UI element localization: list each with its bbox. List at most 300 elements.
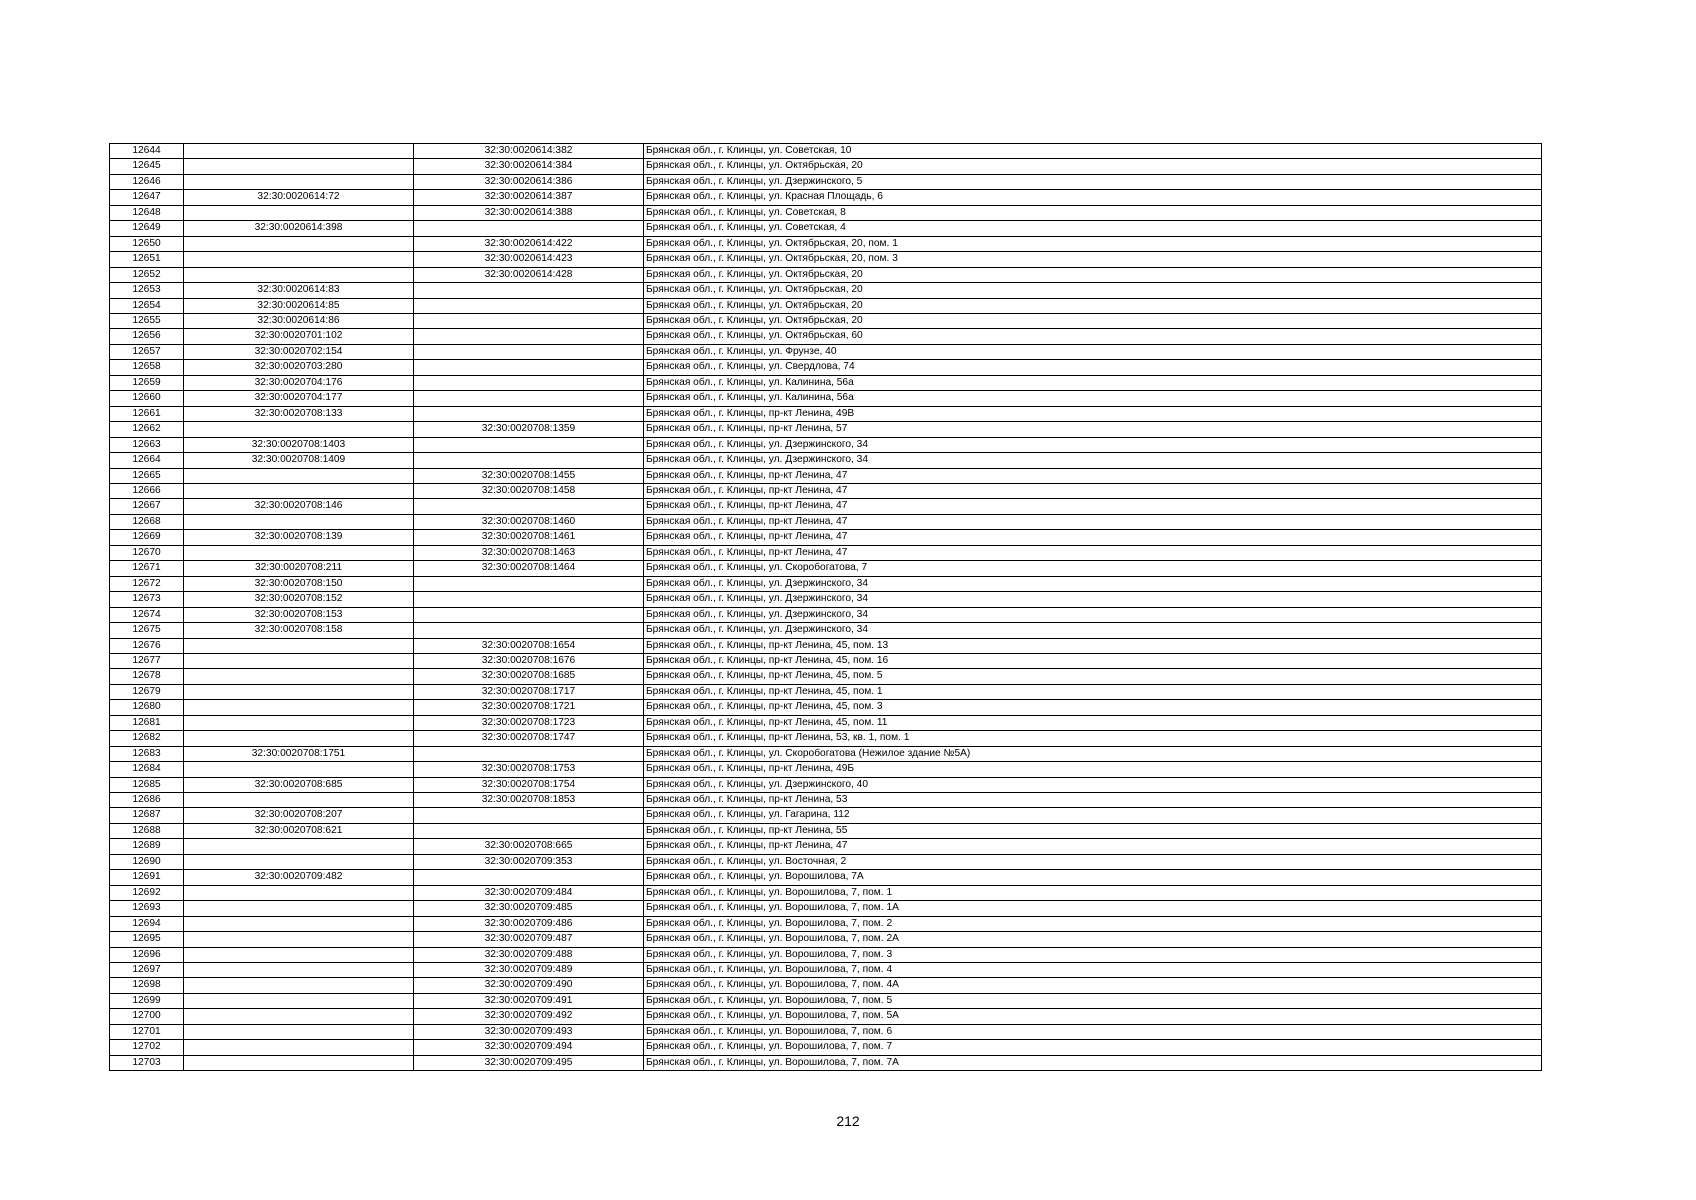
- building-cadastral-number-cell: 32:30:0020709:490: [414, 978, 644, 993]
- table-row: [110, 252, 1542, 267]
- row-number-cell: 12671: [110, 561, 184, 576]
- building-cadastral-number-cell: 32:30:0020709:488: [414, 947, 644, 962]
- table-row: [110, 144, 1542, 159]
- building-cadastral-number-cell: [414, 360, 644, 375]
- building-cadastral-number-cell: 32:30:0020614:428: [414, 267, 644, 282]
- address-cell: Брянская обл., г. Клинцы, ул. Калинина, 56а: [644, 391, 1542, 406]
- address-cell: Брянская обл., г. Клинцы, ул. Дзержинского, 34: [644, 437, 1542, 452]
- row-number-cell: 12658: [110, 360, 184, 375]
- table-row: [110, 731, 1542, 746]
- building-cadastral-number-cell: [414, 329, 644, 344]
- building-cadastral-number-cell: [414, 870, 644, 885]
- building-cadastral-number-cell: 32:30:0020708:1717: [414, 684, 644, 699]
- land-cadastral-number-cell: 32:30:0020708:207: [184, 808, 414, 823]
- table-row: [110, 823, 1542, 838]
- land-cadastral-number-cell: [184, 653, 414, 668]
- address-cell: Брянская обл., г. Клинцы, ул. Ворошилова, 7, пом. 6: [644, 1024, 1542, 1039]
- row-number-cell: 12685: [110, 777, 184, 792]
- building-cadastral-number-cell: 32:30:0020708:1461: [414, 530, 644, 545]
- address-cell: Брянская обл., г. Клинцы, пр-кт Ленина, 49Б: [644, 762, 1542, 777]
- row-number-cell: 12692: [110, 885, 184, 900]
- address-cell: Брянская обл., г. Клинцы, ул. Ворошилова, 7, пом. 4А: [644, 978, 1542, 993]
- table-row: [110, 607, 1542, 622]
- building-cadastral-number-cell: [414, 607, 644, 622]
- row-number-cell: 12679: [110, 684, 184, 699]
- land-cadastral-number-cell: [184, 159, 414, 174]
- address-cell: Брянская обл., г. Клинцы, ул. Свердлова, 74: [644, 360, 1542, 375]
- table-row: [110, 468, 1542, 483]
- address-cell: Брянская обл., г. Клинцы, ул. Дзержинского, 40: [644, 777, 1542, 792]
- table-row: [110, 1024, 1542, 1039]
- address-cell: Брянская обл., г. Клинцы, ул. Октябрьская, 20, пом. 1: [644, 236, 1542, 251]
- building-cadastral-number-cell: [414, 313, 644, 328]
- row-number-cell: 12662: [110, 422, 184, 437]
- address-cell: Брянская обл., г. Клинцы, ул. Дзержинского, 34: [644, 576, 1542, 591]
- address-cell: Брянская обл., г. Клинцы, ул. Ворошилова, 7, пом. 2: [644, 916, 1542, 931]
- building-cadastral-number-cell: 32:30:0020709:489: [414, 963, 644, 978]
- table-row: [110, 453, 1542, 468]
- address-cell: Брянская обл., г. Клинцы, пр-кт Ленина, 47: [644, 468, 1542, 483]
- building-cadastral-number-cell: 32:30:0020708:1654: [414, 638, 644, 653]
- building-cadastral-number-cell: 32:30:0020709:494: [414, 1040, 644, 1055]
- land-cadastral-number-cell: [184, 236, 414, 251]
- table-row: [110, 638, 1542, 653]
- row-number-cell: 12659: [110, 375, 184, 390]
- row-number-cell: 12684: [110, 762, 184, 777]
- address-cell: Брянская обл., г. Клинцы, ул. Ворошилова, 7, пом. 5А: [644, 1009, 1542, 1024]
- table-row: [110, 623, 1542, 638]
- land-cadastral-number-cell: [184, 932, 414, 947]
- land-cadastral-number-cell: [184, 978, 414, 993]
- table-row: [110, 684, 1542, 699]
- table-row: [110, 762, 1542, 777]
- land-cadastral-number-cell: [184, 700, 414, 715]
- land-cadastral-number-cell: [184, 901, 414, 916]
- row-number-cell: 12654: [110, 298, 184, 313]
- land-cadastral-number-cell: [184, 684, 414, 699]
- address-cell: Брянская обл., г. Клинцы, пр-кт Ленина, 45, пом. 5: [644, 669, 1542, 684]
- building-cadastral-number-cell: 32:30:0020708:1463: [414, 545, 644, 560]
- row-number-cell: 12677: [110, 653, 184, 668]
- row-number-cell: 12647: [110, 190, 184, 205]
- row-number-cell: 12696: [110, 947, 184, 962]
- land-cadastral-number-cell: 32:30:0020708:1409: [184, 453, 414, 468]
- row-number-cell: 12694: [110, 916, 184, 931]
- building-cadastral-number-cell: [414, 592, 644, 607]
- land-cadastral-number-cell: [184, 174, 414, 189]
- table-row: [110, 700, 1542, 715]
- table-row: [110, 267, 1542, 282]
- address-cell: Брянская обл., г. Клинцы, ул. Советская, 10: [644, 144, 1542, 159]
- table-row: [110, 545, 1542, 560]
- building-cadastral-number-cell: [414, 808, 644, 823]
- land-cadastral-number-cell: [184, 854, 414, 869]
- table-row: [110, 159, 1542, 174]
- address-cell: Брянская обл., г. Клинцы, ул. Ворошилова, 7, пом. 3: [644, 947, 1542, 962]
- row-number-cell: 12649: [110, 221, 184, 236]
- table-row: [110, 576, 1542, 591]
- table-row: [110, 283, 1542, 298]
- land-cadastral-number-cell: 32:30:0020708:211: [184, 561, 414, 576]
- address-cell: Брянская обл., г. Клинцы, пр-кт Ленина, 45, пом. 1: [644, 684, 1542, 699]
- table-row: [110, 360, 1542, 375]
- building-cadastral-number-cell: 32:30:0020708:1460: [414, 514, 644, 529]
- land-cadastral-number-cell: 32:30:0020708:153: [184, 607, 414, 622]
- land-cadastral-number-cell: [184, 885, 414, 900]
- row-number-cell: 12665: [110, 468, 184, 483]
- row-number-cell: 12676: [110, 638, 184, 653]
- row-number-cell: 12699: [110, 993, 184, 1008]
- row-number-cell: 12650: [110, 236, 184, 251]
- address-cell: Брянская обл., г. Клинцы, пр-кт Ленина, 49В: [644, 406, 1542, 421]
- building-cadastral-number-cell: 32:30:0020614:386: [414, 174, 644, 189]
- land-cadastral-number-cell: [184, 947, 414, 962]
- land-cadastral-number-cell: [184, 1040, 414, 1055]
- building-cadastral-number-cell: 32:30:0020614:423: [414, 252, 644, 267]
- address-cell: Брянская обл., г. Клинцы, ул. Скоробогатова (Нежилое здание №5А): [644, 746, 1542, 761]
- address-cell: Брянская обл., г. Клинцы, ул. Октябрьская, 20, пом. 3: [644, 252, 1542, 267]
- address-cell: Брянская обл., г. Клинцы, ул. Восточная, 2: [644, 854, 1542, 869]
- address-cell: Брянская обл., г. Клинцы, ул. Ворошилова, 7, пом. 2А: [644, 932, 1542, 947]
- building-cadastral-number-cell: 32:30:0020709:493: [414, 1024, 644, 1039]
- land-cadastral-number-cell: 32:30:0020614:83: [184, 283, 414, 298]
- land-cadastral-number-cell: [184, 1024, 414, 1039]
- table-row: [110, 715, 1542, 730]
- row-number-cell: 12667: [110, 499, 184, 514]
- address-cell: Брянская обл., г. Клинцы, ул. Октябрьская, 20: [644, 298, 1542, 313]
- row-number-cell: 12646: [110, 174, 184, 189]
- table-row: [110, 916, 1542, 931]
- land-cadastral-number-cell: [184, 252, 414, 267]
- land-cadastral-number-cell: [184, 1055, 414, 1070]
- land-cadastral-number-cell: [184, 839, 414, 854]
- table-row: [110, 190, 1542, 205]
- page-number: 212: [836, 1113, 860, 1129]
- address-cell: Брянская обл., г. Клинцы, ул. Ворошилова, 7, пом. 1: [644, 885, 1542, 900]
- table-row: [110, 1009, 1542, 1024]
- row-number-cell: 12691: [110, 870, 184, 885]
- address-cell: Брянская обл., г. Клинцы, ул. Гагарина, 112: [644, 808, 1542, 823]
- table-row: [110, 422, 1542, 437]
- table-row: [110, 963, 1542, 978]
- table-row: [110, 777, 1542, 792]
- row-number-cell: 12651: [110, 252, 184, 267]
- row-number-cell: 12657: [110, 344, 184, 359]
- address-cell: Брянская обл., г. Клинцы, ул. Красная Площадь, 6: [644, 190, 1542, 205]
- table-row: [110, 298, 1542, 313]
- building-cadastral-number-cell: 32:30:0020709:495: [414, 1055, 644, 1070]
- land-cadastral-number-cell: [184, 993, 414, 1008]
- table-row: [110, 329, 1542, 344]
- building-cadastral-number-cell: [414, 221, 644, 236]
- row-number-cell: 12648: [110, 205, 184, 220]
- land-cadastral-number-cell: [184, 267, 414, 282]
- row-number-cell: 12669: [110, 530, 184, 545]
- row-number-cell: 12672: [110, 576, 184, 591]
- address-cell: Брянская обл., г. Клинцы, ул. Дзержинского, 5: [644, 174, 1542, 189]
- address-cell: Брянская обл., г. Клинцы, пр-кт Ленина, 55: [644, 823, 1542, 838]
- land-cadastral-number-cell: 32:30:0020708:150: [184, 576, 414, 591]
- land-cadastral-number-cell: 32:30:0020709:482: [184, 870, 414, 885]
- row-number-cell: 12668: [110, 514, 184, 529]
- building-cadastral-number-cell: 32:30:0020708:1458: [414, 483, 644, 498]
- building-cadastral-number-cell: [414, 283, 644, 298]
- address-cell: Брянская обл., г. Клинцы, пр-кт Ленина, 47: [644, 545, 1542, 560]
- building-cadastral-number-cell: 32:30:0020709:353: [414, 854, 644, 869]
- address-cell: Брянская обл., г. Клинцы, пр-кт Ленина, 53: [644, 793, 1542, 808]
- building-cadastral-number-cell: [414, 453, 644, 468]
- address-cell: Брянская обл., г. Клинцы, пр-кт Ленина, 45, пом. 13: [644, 638, 1542, 653]
- building-cadastral-number-cell: [414, 623, 644, 638]
- address-cell: Брянская обл., г. Клинцы, пр-кт Ленина, 45, пом. 11: [644, 715, 1542, 730]
- row-number-cell: 12697: [110, 963, 184, 978]
- address-cell: Брянская обл., г. Клинцы, пр-кт Ленина, 45, пом. 3: [644, 700, 1542, 715]
- table-row: [110, 854, 1542, 869]
- table-row: [110, 793, 1542, 808]
- building-cadastral-number-cell: [414, 499, 644, 514]
- table-row: [110, 391, 1542, 406]
- address-cell: Брянская обл., г. Клинцы, ул. Ворошилова, 7, пом. 4: [644, 963, 1542, 978]
- row-number-cell: 12670: [110, 545, 184, 560]
- address-cell: Брянская обл., г. Клинцы, пр-кт Ленина, 45, пом. 16: [644, 653, 1542, 668]
- row-number-cell: 12688: [110, 823, 184, 838]
- row-number-cell: 12680: [110, 700, 184, 715]
- land-cadastral-number-cell: 32:30:0020701:102: [184, 329, 414, 344]
- address-cell: Брянская обл., г. Клинцы, пр-кт Ленина, 47: [644, 514, 1542, 529]
- address-cell: Брянская обл., г. Клинцы, пр-кт Ленина, 47: [644, 499, 1542, 514]
- address-cell: Брянская обл., г. Клинцы, ул. Ворошилова, 7, пом. 1А: [644, 901, 1542, 916]
- table-row: [110, 499, 1542, 514]
- table-row: [110, 236, 1542, 251]
- building-cadastral-number-cell: 32:30:0020708:1754: [414, 777, 644, 792]
- table-row: [110, 901, 1542, 916]
- building-cadastral-number-cell: 32:30:0020708:1455: [414, 468, 644, 483]
- land-cadastral-number-cell: 32:30:0020708:1403: [184, 437, 414, 452]
- row-number-cell: 12656: [110, 329, 184, 344]
- table-row: [110, 993, 1542, 1008]
- row-number-cell: 12674: [110, 607, 184, 622]
- table-row: [110, 406, 1542, 421]
- row-number-cell: 12663: [110, 437, 184, 452]
- building-cadastral-number-cell: 32:30:0020614:422: [414, 236, 644, 251]
- land-cadastral-number-cell: [184, 793, 414, 808]
- land-cadastral-number-cell: 32:30:0020708:621: [184, 823, 414, 838]
- table-row: [110, 978, 1542, 993]
- address-cell: Брянская обл., г. Клинцы, пр-кт Ленина, 47: [644, 839, 1542, 854]
- land-cadastral-number-cell: 32:30:0020708:158: [184, 623, 414, 638]
- address-cell: Брянская обл., г. Клинцы, ул. Калинина, 56а: [644, 375, 1542, 390]
- address-cell: Брянская обл., г. Клинцы, ул. Советская, 4: [644, 221, 1542, 236]
- address-cell: Брянская обл., г. Клинцы, ул. Дзержинского, 34: [644, 453, 1542, 468]
- table-row: [110, 947, 1542, 962]
- building-cadastral-number-cell: 32:30:0020708:1676: [414, 653, 644, 668]
- table-row: [110, 483, 1542, 498]
- building-cadastral-number-cell: 32:30:0020708:1747: [414, 731, 644, 746]
- table-row: [110, 746, 1542, 761]
- address-cell: Брянская обл., г. Клинцы, ул. Дзержинского, 34: [644, 623, 1542, 638]
- building-cadastral-number-cell: [414, 576, 644, 591]
- row-number-cell: 12702: [110, 1040, 184, 1055]
- row-number-cell: 12700: [110, 1009, 184, 1024]
- building-cadastral-number-cell: [414, 437, 644, 452]
- row-number-cell: 12693: [110, 901, 184, 916]
- land-cadastral-number-cell: 32:30:0020708:1751: [184, 746, 414, 761]
- table-row: [110, 1040, 1542, 1055]
- registry-table-body: [110, 144, 1542, 1071]
- address-cell: Брянская обл., г. Клинцы, ул. Октябрьская, 20: [644, 283, 1542, 298]
- land-cadastral-number-cell: [184, 468, 414, 483]
- building-cadastral-number-cell: 32:30:0020708:1721: [414, 700, 644, 715]
- building-cadastral-number-cell: 32:30:0020614:388: [414, 205, 644, 220]
- table-row: [110, 437, 1542, 452]
- row-number-cell: 12653: [110, 283, 184, 298]
- address-cell: Брянская обл., г. Клинцы, ул. Фрунзе, 40: [644, 344, 1542, 359]
- table-row: [110, 669, 1542, 684]
- row-number-cell: 12652: [110, 267, 184, 282]
- table-row: [110, 932, 1542, 947]
- address-cell: Брянская обл., г. Клинцы, пр-кт Ленина, 57: [644, 422, 1542, 437]
- land-cadastral-number-cell: [184, 514, 414, 529]
- row-number-cell: 12645: [110, 159, 184, 174]
- table-row: [110, 653, 1542, 668]
- building-cadastral-number-cell: [414, 746, 644, 761]
- land-cadastral-number-cell: 32:30:0020614:398: [184, 221, 414, 236]
- building-cadastral-number-cell: 32:30:0020708:1853: [414, 793, 644, 808]
- building-cadastral-number-cell: 32:30:0020709:492: [414, 1009, 644, 1024]
- land-cadastral-number-cell: [184, 916, 414, 931]
- address-cell: Брянская обл., г. Клинцы, ул. Советская, 8: [644, 205, 1542, 220]
- land-cadastral-number-cell: 32:30:0020708:152: [184, 592, 414, 607]
- land-cadastral-number-cell: 32:30:0020614:85: [184, 298, 414, 313]
- registry-sheet: [109, 143, 1541, 1071]
- land-cadastral-number-cell: [184, 144, 414, 159]
- row-number-cell: 12701: [110, 1024, 184, 1039]
- row-number-cell: 12681: [110, 715, 184, 730]
- land-cadastral-number-cell: 32:30:0020703:280: [184, 360, 414, 375]
- building-cadastral-number-cell: 32:30:0020614:382: [414, 144, 644, 159]
- table-row: [110, 530, 1542, 545]
- row-number-cell: 12644: [110, 144, 184, 159]
- building-cadastral-number-cell: 32:30:0020709:491: [414, 993, 644, 1008]
- building-cadastral-number-cell: [414, 406, 644, 421]
- row-number-cell: 12675: [110, 623, 184, 638]
- address-cell: Брянская обл., г. Клинцы, ул. Октябрьская, 20: [644, 159, 1542, 174]
- table-row: [110, 1055, 1542, 1070]
- property-registry-table: [109, 143, 1542, 1071]
- land-cadastral-number-cell: [184, 731, 414, 746]
- building-cadastral-number-cell: 32:30:0020709:487: [414, 932, 644, 947]
- land-cadastral-number-cell: 32:30:0020704:176: [184, 375, 414, 390]
- land-cadastral-number-cell: 32:30:0020708:139: [184, 530, 414, 545]
- building-cadastral-number-cell: 32:30:0020709:486: [414, 916, 644, 931]
- land-cadastral-number-cell: [184, 483, 414, 498]
- land-cadastral-number-cell: [184, 1009, 414, 1024]
- table-row: [110, 375, 1542, 390]
- row-number-cell: 12673: [110, 592, 184, 607]
- address-cell: Брянская обл., г. Клинцы, ул. Ворошилова, 7, пом. 7А: [644, 1055, 1542, 1070]
- building-cadastral-number-cell: 32:30:0020708:1723: [414, 715, 644, 730]
- row-number-cell: 12703: [110, 1055, 184, 1070]
- land-cadastral-number-cell: [184, 545, 414, 560]
- table-row: [110, 870, 1542, 885]
- table-row: [110, 221, 1542, 236]
- building-cadastral-number-cell: 32:30:0020708:1685: [414, 669, 644, 684]
- row-number-cell: 12690: [110, 854, 184, 869]
- address-cell: Брянская обл., г. Клинцы, ул. Дзержинского, 34: [644, 607, 1542, 622]
- address-cell: Брянская обл., г. Клинцы, пр-кт Ленина, 47: [644, 530, 1542, 545]
- building-cadastral-number-cell: 32:30:0020708:1464: [414, 561, 644, 576]
- land-cadastral-number-cell: [184, 715, 414, 730]
- land-cadastral-number-cell: [184, 963, 414, 978]
- address-cell: Брянская обл., г. Клинцы, ул. Ворошилова, 7, пом. 7: [644, 1040, 1542, 1055]
- building-cadastral-number-cell: 32:30:0020708:1359: [414, 422, 644, 437]
- address-cell: Брянская обл., г. Клинцы, ул. Октябрьская, 20: [644, 267, 1542, 282]
- address-cell: Брянская обл., г. Клинцы, ул. Ворошилова, 7А: [644, 870, 1542, 885]
- building-cadastral-number-cell: 32:30:0020709:485: [414, 901, 644, 916]
- table-row: [110, 885, 1542, 900]
- table-row: [110, 313, 1542, 328]
- building-cadastral-number-cell: 32:30:0020614:387: [414, 190, 644, 205]
- row-number-cell: 12686: [110, 793, 184, 808]
- land-cadastral-number-cell: 32:30:0020708:146: [184, 499, 414, 514]
- land-cadastral-number-cell: 32:30:0020702:154: [184, 344, 414, 359]
- land-cadastral-number-cell: [184, 205, 414, 220]
- row-number-cell: 12698: [110, 978, 184, 993]
- address-cell: Брянская обл., г. Клинцы, ул. Октябрьская, 20: [644, 313, 1542, 328]
- table-row: [110, 592, 1542, 607]
- building-cadastral-number-cell: [414, 298, 644, 313]
- building-cadastral-number-cell: [414, 375, 644, 390]
- building-cadastral-number-cell: 32:30:0020708:665: [414, 839, 644, 854]
- row-number-cell: 12683: [110, 746, 184, 761]
- row-number-cell: 12678: [110, 669, 184, 684]
- table-row: [110, 839, 1542, 854]
- row-number-cell: 12664: [110, 453, 184, 468]
- land-cadastral-number-cell: [184, 669, 414, 684]
- land-cadastral-number-cell: [184, 762, 414, 777]
- table-row: [110, 205, 1542, 220]
- building-cadastral-number-cell: [414, 344, 644, 359]
- land-cadastral-number-cell: 32:30:0020614:72: [184, 190, 414, 205]
- address-cell: Брянская обл., г. Клинцы, ул. Октябрьская, 60: [644, 329, 1542, 344]
- address-cell: Брянская обл., г. Клинцы, пр-кт Ленина, 47: [644, 483, 1542, 498]
- building-cadastral-number-cell: 32:30:0020614:384: [414, 159, 644, 174]
- building-cadastral-number-cell: 32:30:0020708:1753: [414, 762, 644, 777]
- land-cadastral-number-cell: 32:30:0020708:133: [184, 406, 414, 421]
- table-row: [110, 808, 1542, 823]
- building-cadastral-number-cell: 32:30:0020709:484: [414, 885, 644, 900]
- land-cadastral-number-cell: [184, 638, 414, 653]
- land-cadastral-number-cell: [184, 422, 414, 437]
- row-number-cell: 12695: [110, 932, 184, 947]
- row-number-cell: 12666: [110, 483, 184, 498]
- address-cell: Брянская обл., г. Клинцы, пр-кт Ленина, 53, кв. 1, пом. 1: [644, 731, 1542, 746]
- table-row: [110, 514, 1542, 529]
- address-cell: Брянская обл., г. Клинцы, ул. Скоробогатова, 7: [644, 561, 1542, 576]
- row-number-cell: 12660: [110, 391, 184, 406]
- row-number-cell: 12655: [110, 313, 184, 328]
- row-number-cell: 12682: [110, 731, 184, 746]
- table-row: [110, 344, 1542, 359]
- address-cell: Брянская обл., г. Клинцы, ул. Дзержинского, 34: [644, 592, 1542, 607]
- building-cadastral-number-cell: [414, 823, 644, 838]
- table-row: [110, 561, 1542, 576]
- row-number-cell: 12661: [110, 406, 184, 421]
- land-cadastral-number-cell: 32:30:0020708:685: [184, 777, 414, 792]
- row-number-cell: 12687: [110, 808, 184, 823]
- table-row: [110, 174, 1542, 189]
- row-number-cell: 12689: [110, 839, 184, 854]
